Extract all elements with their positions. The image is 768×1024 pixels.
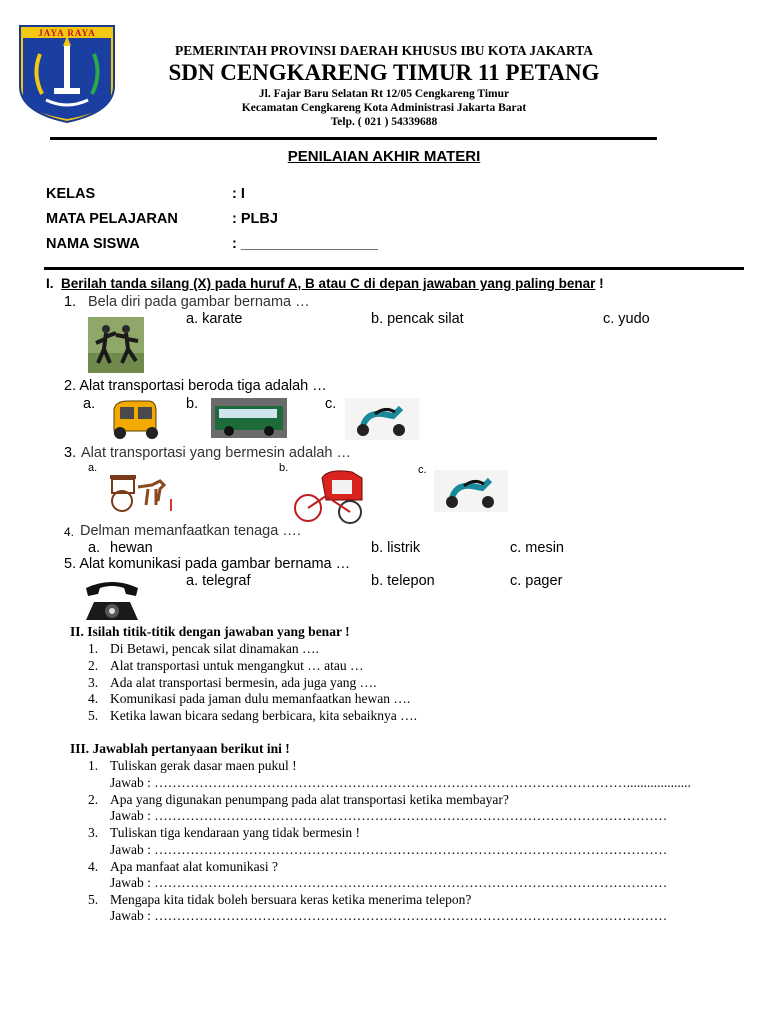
s3-item-5-number: 5.: [88, 892, 99, 907]
q4-text: Delman memanfaatkan tenaga ….: [80, 523, 301, 539]
s3-item-1-answer[interactable]: Jawab : ……………………………………………………………………………………………...................: [110, 775, 691, 790]
s2-item-5-text: Ketika lawan bicara sedang berbicara, kita sebaiknya ….: [110, 708, 417, 723]
q1-option-b[interactable]: b. pencak silat: [371, 311, 464, 327]
q5-option-a[interactable]: a. telegraf: [186, 573, 251, 589]
s2-item-3-number: 3.: [88, 675, 99, 690]
s3-item-4-number: 4.: [88, 859, 99, 874]
province-name: PEMERINTAH PROVINSI DAERAH KHUSUS IBU KOTA JAKARTA: [174, 43, 594, 58]
section1-heading: I. Berilah tanda silang (X) pada huruf A, B atau C di depan jawaban yang paling benar !: [46, 276, 604, 291]
s3-item-2-text: Apa yang digunakan penumpang pada alat transportasi ketika membayar?: [110, 792, 509, 807]
q4-option-c[interactable]: c. mesin: [510, 540, 564, 556]
s3-item-4-answer[interactable]: Jawab : ……………………………………………………………………………………………………: [110, 875, 668, 890]
q3-text: Alat transportasi yang bermesin adalah …: [81, 445, 352, 461]
s2-item-1-text: Di Betawi, pencak silat dinamakan ….: [110, 641, 319, 656]
s2-item-5-number: 5.: [88, 708, 99, 723]
q2-option-a[interactable]: a.: [83, 396, 96, 412]
info-divider: [44, 267, 744, 270]
s3-item-3-text: Tuliskan tiga kendaraan yang tidak bermesin !: [110, 825, 360, 840]
q5-option-b[interactable]: b. telepon: [371, 573, 435, 589]
s3-item-2-number: 2.: [88, 792, 99, 807]
q4-option-a-label[interactable]: a.: [88, 540, 101, 556]
q3-option-a[interactable]: a.: [88, 462, 98, 474]
telephone-image: [80, 576, 144, 624]
q1-number: 1.: [64, 294, 77, 310]
s2-item-1-number: 1.: [88, 641, 99, 656]
becak-image: [292, 466, 368, 526]
delman-image: [108, 471, 176, 513]
s3-item-2-answer[interactable]: Jawab : ……………………………………………………………………………………………………: [110, 808, 668, 823]
bajaj-image: [108, 397, 162, 441]
s3-item-1-text: Tuliskan gerak dasar maen pukul !: [110, 758, 297, 773]
s3-item-5-answer[interactable]: Jawab : ……………………………………………………………………………………………………: [110, 908, 668, 923]
s3-item-1-number: 1.: [88, 758, 99, 773]
s2-item-3-text: Ada alat transportasi bermesin, ada juga yang ….: [110, 675, 377, 690]
q4-number: 4.: [64, 525, 75, 539]
q4-option-b[interactable]: b. listrik: [371, 540, 421, 556]
q2-text: 2. Alat transportasi beroda tiga adalah …: [64, 378, 327, 394]
q1-option-a[interactable]: a. karate: [186, 311, 243, 327]
s3-item-4-text: Apa manfaat alat komunikasi ?: [110, 859, 278, 874]
class-label: KELAS: [46, 186, 96, 202]
s2-item-2-number: 2.: [88, 658, 99, 673]
phone-line: Telp. ( 021 ) 54339688: [330, 116, 438, 128]
student-name-label: NAMA SISWA: [46, 236, 140, 252]
scooter-image-2: [434, 470, 508, 512]
s2-item-4-number: 4.: [88, 691, 99, 706]
s3-item-3-answer[interactable]: Jawab : ……………………………………………………………………………………………………: [110, 842, 668, 857]
header-divider: [50, 137, 657, 140]
scooter-image: [345, 398, 419, 440]
q3-option-b[interactable]: b.: [279, 462, 289, 474]
q1-option-c[interactable]: c. yudo: [603, 311, 650, 327]
q1-text: Bela diri pada gambar bernama …: [88, 294, 310, 310]
section3-heading: III. Jawablah pertanyaan berikut ini !: [70, 741, 290, 756]
address-line-1: Jl. Fajar Baru Selatan Rt 12/05 Cengkareng Timur: [258, 88, 510, 100]
q2-option-c[interactable]: c.: [325, 396, 337, 412]
student-name-field[interactable]: : _________________: [232, 236, 378, 252]
s3-item-5-text: Mengapa kita tidak boleh bersuara keras ketika menerima telepon?: [110, 892, 472, 907]
address-line-2: Kecamatan Cengkareng Kota Administrasi Jakarta Barat: [241, 102, 527, 114]
q5-text: 5. Alat komunikasi pada gambar bernama …: [64, 556, 351, 572]
class-value: : I: [232, 186, 245, 202]
s2-item-4-text: Komunikasi pada jaman dulu memanfaatkan hewan ….: [110, 691, 411, 706]
section2-heading: II. Isilah titik-titik dengan jawaban yang benar !: [70, 624, 350, 639]
q2-option-b[interactable]: b.: [186, 396, 199, 412]
q5-option-c[interactable]: c. pager: [510, 573, 563, 589]
subject-value: : PLBJ: [232, 211, 278, 227]
q3-option-c[interactable]: c.: [418, 464, 427, 476]
page-title: PENILAIAN AKHIR MATERI: [287, 148, 481, 165]
q3-number: 3.: [64, 445, 77, 461]
s3-item-3-number: 3.: [88, 825, 99, 840]
subject-label: MATA PELAJARAN: [46, 211, 178, 227]
school-name: SDN CENGKARENG TIMUR 11 PETANG: [168, 60, 600, 85]
q4-option-a[interactable]: hewan: [110, 540, 153, 556]
bus-image: [211, 398, 287, 438]
s2-item-2-text: Alat transportasi untuk mengangkut … atau …: [110, 658, 364, 673]
logo-text: JAYA RAYA: [38, 28, 96, 38]
pencak-silat-image: [88, 317, 144, 373]
